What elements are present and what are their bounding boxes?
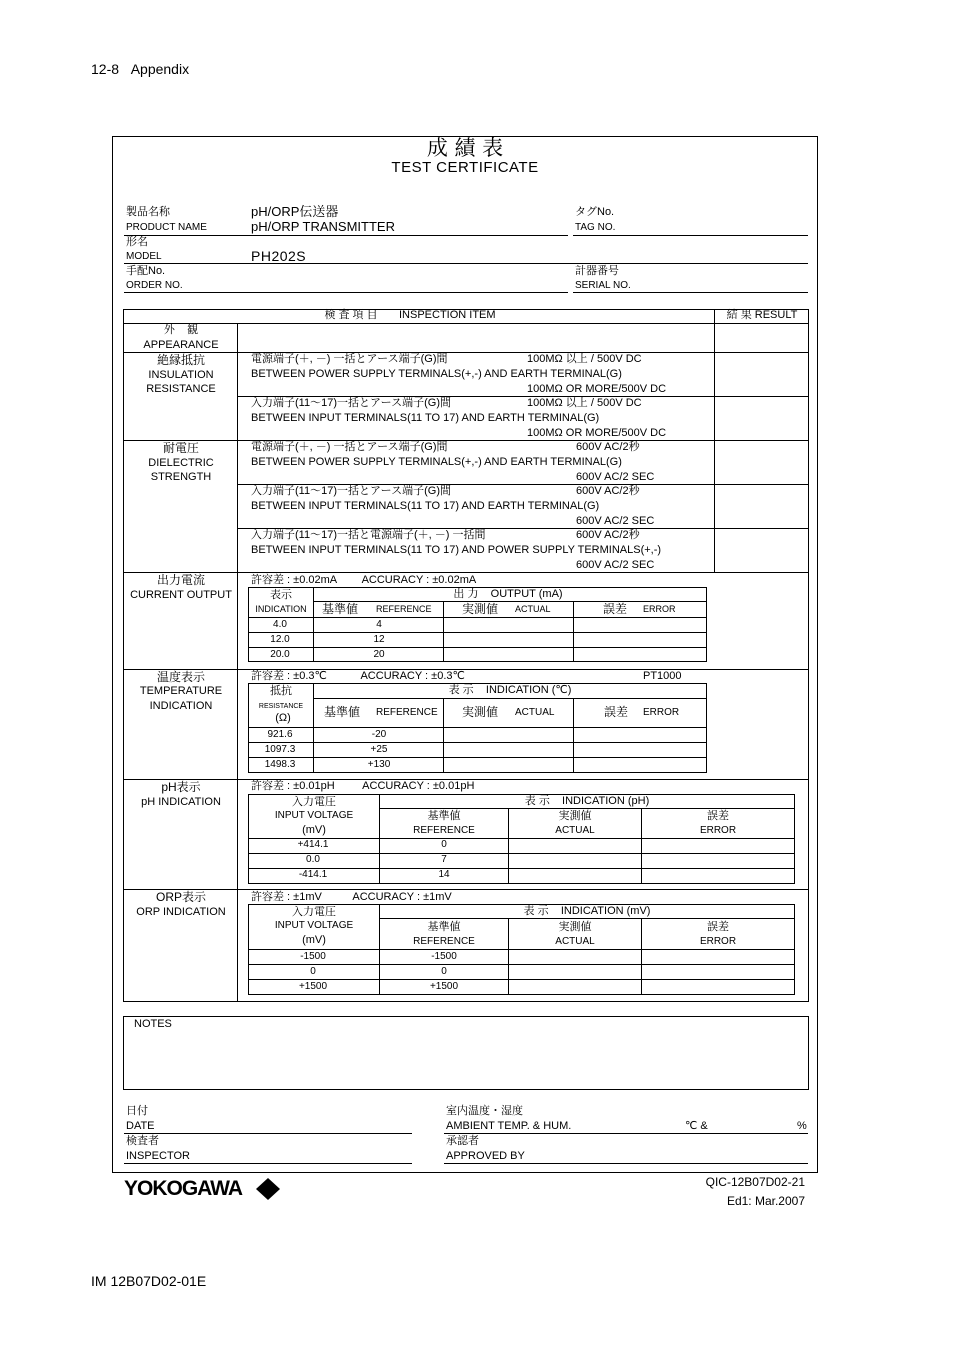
- product-label-jp: 製品名称: [126, 206, 170, 218]
- ph-tolerance: 許容差 : ±0.01pH ACCURACY : ±0.01pH: [251, 780, 475, 792]
- insulation-row1-spec-en: 100MΩ OR MORE/500V DC: [527, 383, 667, 395]
- dielectric-row3-spec-en: 600V AC/2 SEC: [576, 559, 655, 571]
- ph-row2-reference: 7: [441, 854, 447, 865]
- temperature-label-en2: INDICATION: [149, 700, 213, 712]
- temperature-col-ref-en: REFERENCE: [376, 707, 438, 718]
- current-row3-indication: 20.0: [270, 649, 290, 660]
- insulation-row2-jp: 入力端子(11～17)一括とアース端子(G)間: [251, 397, 451, 409]
- orp-col-err-en: ERROR: [699, 936, 737, 947]
- tag-label-jp: タグNo.: [575, 206, 615, 218]
- ph-col-act-en: ACTUAL: [555, 825, 595, 836]
- orp-col-indication: 表 示 INDICATION (mV): [523, 905, 651, 917]
- orp-tolerance: 許容差 : ±1mV ACCURACY : ±1mV: [251, 891, 452, 903]
- current-row2-indication: 12.0: [270, 634, 290, 645]
- ph-col-input-jp: 入力電圧: [292, 796, 336, 808]
- orp-label-jp: ORP表示: [155, 890, 207, 904]
- order-label-jp: 手配No.: [126, 265, 166, 277]
- title-en: TEST CERTIFICATE: [391, 159, 539, 176]
- appearance-label-en: APPEARANCE: [143, 339, 219, 351]
- ph-row2-input: 0.0: [306, 854, 320, 865]
- orp-col-act-en: ACTUAL: [555, 936, 595, 947]
- title-jp: 成 績 表: [426, 136, 504, 160]
- ph-col-input-unit: (mV): [302, 824, 326, 836]
- inspection-item-header: 検 査 項 目 INSPECTION ITEM: [324, 309, 496, 321]
- temperature-col-res-jp: 抵抗: [270, 685, 292, 697]
- insulation-row1-jp: 電源端子(＋, －) 一括とアース端子(G)間: [251, 353, 448, 365]
- dielectric-label-en2: STRENGTH: [150, 471, 212, 483]
- insulation-label-en1: INSULATION: [148, 369, 214, 381]
- dielectric-row2-spec-jp: 600V AC/2秒: [576, 485, 640, 497]
- temperature-row3-reference: +130: [367, 759, 391, 770]
- orp-col-input-en: INPUT VOLTAGE: [274, 920, 354, 931]
- ph-col-ref-en: REFERENCE: [413, 825, 475, 836]
- dielectric-row3-spec-jp: 600V AC/2秒: [576, 529, 640, 541]
- current-row1-reference: 4: [376, 619, 382, 630]
- orp-col-input-jp: 入力電圧: [292, 906, 336, 918]
- temperature-row2-reference: +25: [370, 744, 388, 755]
- product-label-en: PRODUCT NAME: [126, 222, 207, 233]
- inspector-label-jp: 検査者: [126, 1135, 159, 1147]
- orp-row2-input: 0: [310, 966, 316, 977]
- orp-row3-input: +1500: [298, 981, 328, 992]
- current-label-jp: 出力電流: [156, 573, 206, 587]
- insulation-label-jp: 絶縁抵抗: [156, 353, 206, 367]
- dielectric-row2-en: BETWEEN INPUT TERMINALS(11 TO 17) AND EARTH TERMINAL(G): [251, 500, 600, 512]
- current-row2-reference: 12: [373, 634, 385, 645]
- temperature-sensor: PT1000: [643, 670, 682, 682]
- dielectric-row3-jp: 入力端子(11～17)一括と電源端子(＋, －) 一括間: [251, 529, 486, 541]
- model-value: PH202S: [251, 248, 307, 264]
- model-label-en: MODEL: [126, 251, 162, 262]
- current-col-indication-en: INDICATION: [255, 604, 307, 614]
- temperature-tolerance: 許容差 : ±0.3℃ ACCURACY : ±0.3℃: [251, 670, 465, 682]
- dielectric-row1-en: BETWEEN POWER SUPPLY TERMINALS(+,-) AND EARTH TERMINAL(G): [251, 456, 622, 468]
- temperature-col-ref-jp: 基準値: [324, 705, 361, 719]
- notes-box: [123, 1016, 809, 1090]
- serial-label-en: SERIAL NO.: [575, 280, 631, 291]
- temperature-row1-resistance: 921.6: [267, 729, 293, 740]
- ph-col-err-en: ERROR: [699, 825, 737, 836]
- temperature-col-err-jp: 誤差: [604, 705, 629, 719]
- appearance-label-jp: 外 観: [163, 324, 199, 336]
- page-header: 12-8 Appendix: [91, 61, 190, 77]
- dielectric-row1-jp: 電源端子(＋, －) 一括とアース端子(G)間: [251, 441, 448, 453]
- insulation-label-en2: RESISTANCE: [146, 383, 216, 395]
- tag-label-en: TAG NO.: [575, 222, 616, 233]
- approved-label-jp: 承認者: [446, 1135, 479, 1147]
- doc-edition: Ed1: Mar.2007: [726, 1194, 805, 1208]
- product-value-jp: pH/ORP伝送器: [251, 204, 339, 219]
- current-tolerance: 許容差 : ±0.02mA ACCURACY : ±0.02mA: [251, 574, 477, 586]
- ph-col-err-jp: 誤差: [707, 810, 729, 822]
- ph-col-act-jp: 実測値: [558, 810, 592, 822]
- ambient-temp-unit: ℃ &: [685, 1120, 708, 1132]
- dielectric-label-jp: 耐電圧: [162, 441, 200, 455]
- ambient-label-en: AMBIENT TEMP. & HUM.: [446, 1120, 572, 1132]
- approved-label-en: APPROVED BY: [446, 1150, 525, 1162]
- orp-row3-reference: +1500: [429, 981, 459, 992]
- result-header: 結 果 RESULT: [726, 309, 798, 321]
- product-value-en: pH/ORP TRANSMITTER: [251, 219, 395, 234]
- temperature-col-act-jp: 実測値: [462, 705, 499, 719]
- current-row1-indication: 4.0: [273, 619, 287, 630]
- ph-col-indication: 表 示 INDICATION (pH): [524, 795, 650, 807]
- insulation-row2-spec-jp: 100MΩ 以上 / 500V DC: [527, 397, 642, 409]
- dielectric-row1-spec-jp: 600V AC/2秒: [576, 441, 640, 453]
- notes-label: NOTES: [134, 1018, 172, 1030]
- current-col-act-jp: 実測値: [462, 602, 499, 616]
- temperature-row2-resistance: 1097.3: [264, 744, 296, 755]
- model-label-jp: 形名: [126, 236, 148, 248]
- insulation-row1-en: BETWEEN POWER SUPPLY TERMINALS(+,-) AND EARTH TERMINAL(G): [251, 368, 622, 380]
- ph-row3-reference: 14: [438, 869, 450, 880]
- temperature-table: [248, 683, 707, 773]
- page-footer: IM 12B07D02-01E: [91, 1273, 207, 1289]
- orp-row1-input: -1500: [300, 951, 326, 962]
- orp-col-err-jp: 誤差: [707, 921, 729, 933]
- diamond-logo-icon: [256, 1178, 280, 1200]
- current-col-output: 出 力 OUTPUT (mA): [453, 588, 563, 600]
- date-label-en: DATE: [126, 1120, 155, 1132]
- ambient-hum-unit: %: [797, 1120, 807, 1132]
- orp-row2-reference: 0: [441, 966, 447, 977]
- orp-col-input-unit: (mV): [302, 934, 326, 946]
- insulation-row1-spec-jp: 100MΩ 以上 / 500V DC: [527, 353, 642, 365]
- current-col-indication-jp: 表示: [270, 589, 292, 601]
- yokogawa-logo: YOKOGAWA: [124, 1177, 243, 1200]
- ph-col-input-en: INPUT VOLTAGE: [274, 810, 354, 821]
- serial-label-jp: 計器番号: [575, 265, 619, 277]
- temperature-label-en1: TEMPERATURE: [139, 685, 223, 697]
- current-row3-reference: 20: [373, 649, 385, 660]
- temperature-col-res-en: RESISTANCE: [258, 703, 304, 710]
- temperature-col-err-en: ERROR: [643, 707, 680, 718]
- orp-row1-reference: -1500: [431, 951, 457, 962]
- temperature-col-act-en: ACTUAL: [515, 707, 555, 718]
- dielectric-row1-spec-en: 600V AC/2 SEC: [576, 471, 655, 483]
- current-col-ref-jp: 基準値: [322, 602, 359, 616]
- dielectric-row2-spec-en: 600V AC/2 SEC: [576, 515, 655, 527]
- ph-label-jp: pH表示: [161, 780, 201, 794]
- insulation-row2-spec-en: 100MΩ OR MORE/500V DC: [527, 427, 667, 439]
- current-col-ref-en: REFERENCE: [376, 604, 432, 614]
- ambient-label-jp: 室内温度・湿度: [446, 1105, 523, 1117]
- temperature-label-jp: 温度表示: [156, 670, 206, 684]
- temperature-col-res-unit: (Ω): [275, 712, 291, 724]
- temperature-row3-resistance: 1498.3: [264, 759, 296, 770]
- inspector-label-en: INSPECTOR: [126, 1150, 190, 1162]
- ph-label-en: pH INDICATION: [141, 796, 221, 808]
- dielectric-label-en1: DIELECTRIC: [148, 457, 214, 469]
- dielectric-row2-jp: 入力端子(11～17)一括とアース端子(G)間: [251, 485, 451, 497]
- temperature-row1-reference: -20: [371, 729, 387, 740]
- current-col-act-en: ACTUAL: [515, 604, 551, 614]
- orp-col-ref-jp: 基準値: [427, 921, 461, 933]
- ph-row3-input: -414.1: [298, 869, 328, 880]
- current-col-err-en: ERROR: [643, 604, 676, 614]
- orp-col-act-jp: 実測値: [558, 921, 592, 933]
- temperature-col-indication: 表 示 INDICATION (℃): [448, 684, 572, 696]
- insulation-row2-en: BETWEEN INPUT TERMINALS(11 TO 17) AND EARTH TERMINAL(G): [251, 412, 600, 424]
- dielectric-row3-en: BETWEEN INPUT TERMINALS(11 TO 17) AND POWER SUPPLY TERMINALS(+,-): [251, 544, 662, 556]
- current-label-en: CURRENT OUTPUT: [130, 589, 232, 601]
- order-label-en: ORDER NO.: [126, 280, 183, 291]
- orp-label-en: ORP INDICATION: [136, 906, 226, 918]
- ph-col-ref-jp: 基準値: [427, 810, 461, 822]
- ph-row1-reference: 0: [441, 839, 447, 850]
- ph-row1-input: +414.1: [297, 839, 329, 850]
- doc-code: QIC-12B07D02-21: [705, 1175, 805, 1189]
- date-label-jp: 日付: [126, 1105, 148, 1117]
- current-col-err-jp: 誤差: [603, 602, 628, 616]
- orp-col-ref-en: REFERENCE: [413, 936, 475, 947]
